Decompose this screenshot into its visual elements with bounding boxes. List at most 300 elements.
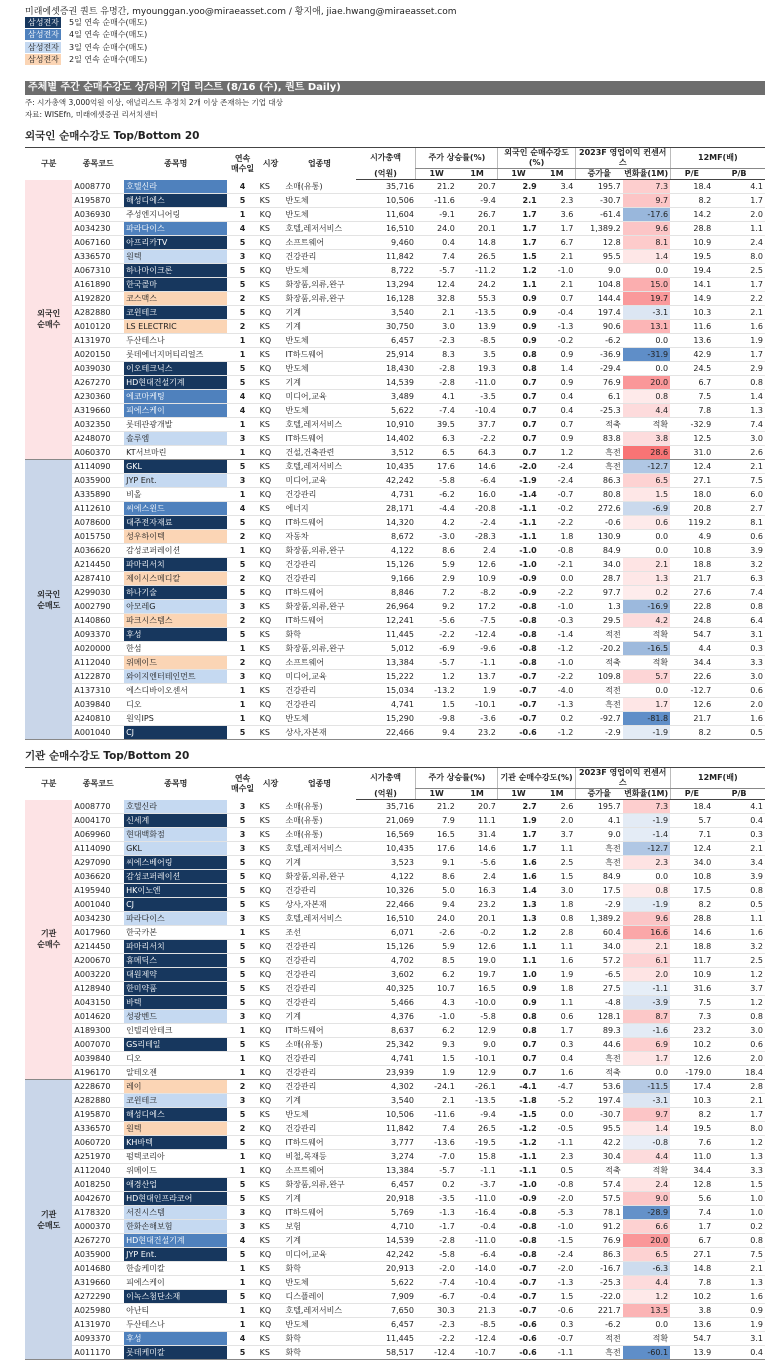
market: KS (258, 1262, 284, 1276)
pe-ratio: 10.2 (670, 1038, 713, 1052)
legend-chip: 삼성전자 (25, 42, 61, 53)
market-cap: 8,637 (356, 1024, 416, 1038)
return-1w: 5.9 (416, 940, 457, 954)
streak-days: 2 (227, 614, 257, 628)
market: KQ (258, 544, 284, 558)
stock-name: 성우하이텍 (124, 530, 227, 544)
streak-days: 5 (227, 516, 257, 530)
table-row (25, 1332, 765, 1346)
return-1m: 23.2 (457, 726, 498, 740)
table-row (25, 348, 765, 362)
table-row (25, 264, 765, 278)
op-growth: 76.9 (575, 1234, 622, 1248)
stock-code: A035900 (72, 474, 124, 488)
table-row (25, 334, 765, 348)
intensity-1m: 2.5 (539, 856, 576, 870)
col-sector: 업종명 (283, 768, 355, 800)
streak-days: 5 (227, 376, 257, 390)
sector: 미디어,교육 (283, 1248, 355, 1262)
stock-name: 호텔신라 (124, 180, 227, 194)
market: KQ (258, 856, 284, 870)
intensity-1m: 3.6 (539, 208, 576, 222)
op-change-1m: -1.9 (623, 814, 670, 828)
market-cap: 28,171 (356, 502, 416, 516)
col-mcap: 시가총액 (356, 148, 416, 169)
sector: 반도체 (283, 1276, 355, 1290)
stock-name: 위메이드 (124, 1164, 227, 1178)
intensity-1w: -1.1 (498, 502, 539, 516)
op-change-1m: 0.0 (623, 1066, 670, 1080)
market: KQ (258, 870, 284, 884)
market-cap: 7,650 (356, 1304, 416, 1318)
col-mcap-unit: (억원) (356, 789, 416, 800)
col-op-change: 변화율(1M) (624, 169, 669, 178)
intensity-1w: 0.9 (498, 334, 539, 348)
market: KS (258, 726, 284, 740)
market: KQ (258, 208, 284, 222)
intensity-1w: 0.9 (498, 292, 539, 306)
streak-days: 1 (227, 544, 257, 558)
stock-code: A114090 (72, 460, 124, 474)
return-1w: 8.5 (416, 954, 457, 968)
pb-ratio: 0.6 (713, 530, 765, 544)
sector: 건강관리 (283, 488, 355, 502)
sector: 디스플레이 (283, 1290, 355, 1304)
sector: IT하드웨어 (283, 432, 355, 446)
stock-code: A336570 (72, 1122, 124, 1136)
streak-days: 5 (227, 814, 257, 828)
table-row (25, 856, 765, 870)
table-row (25, 814, 765, 828)
market: KQ (258, 1024, 284, 1038)
return-1m: -11.0 (457, 376, 498, 390)
pe-ratio: 27.6 (670, 586, 713, 600)
return-1w: 4.3 (416, 996, 457, 1010)
op-change-1m: 2.3 (623, 856, 670, 870)
market-cap: 16,569 (356, 828, 416, 842)
market: KQ (258, 1206, 284, 1220)
intensity-1w: -2.0 (498, 460, 539, 474)
pb-ratio: 0.6 (713, 684, 765, 698)
intensity-1m: -1.4 (539, 628, 576, 642)
op-change-1m: 0.0 (623, 1318, 670, 1332)
return-1m: -10.4 (457, 1276, 498, 1290)
pb-ratio: 0.3 (713, 642, 765, 656)
pe-ratio: 12.5 (670, 432, 713, 446)
streak-days: 3 (227, 842, 257, 856)
table-row (25, 558, 765, 572)
table-row (25, 1192, 765, 1206)
market-cap: 6,457 (356, 1178, 416, 1192)
stock-name: 주성엔지니어링 (124, 208, 227, 222)
return-1w: 24.0 (416, 222, 457, 236)
col-int-1m: 1M (539, 789, 576, 800)
return-1m: 16.0 (457, 488, 498, 502)
col-ret-1w: 1W (416, 169, 457, 180)
pb-ratio: 0.4 (713, 1346, 765, 1360)
col-int-1m: 1M (539, 169, 576, 180)
pb-ratio: 3.1 (713, 628, 765, 642)
op-change-1m: 1.4 (623, 250, 670, 264)
streak-days: 5 (227, 236, 257, 250)
stock-name: 해성디에스 (124, 1108, 227, 1122)
stock-name: 피에스케이 (124, 404, 227, 418)
market-cap: 4,702 (356, 954, 416, 968)
intensity-1m: 0.0 (539, 572, 576, 586)
legend-chip: 삼성전자 (25, 29, 61, 40)
intensity-1m: -2.0 (539, 1262, 576, 1276)
pe-ratio: 10.9 (670, 236, 713, 250)
market: KQ (258, 940, 284, 954)
intensity-1m: 1.8 (539, 530, 576, 544)
market-cap: 4,122 (356, 870, 416, 884)
market: KQ (258, 390, 284, 404)
sector: 반도체 (283, 712, 355, 726)
sector: 반도체 (283, 1318, 355, 1332)
streak-days: 4 (227, 222, 257, 236)
foreign-section-title: 외국인 순매수강도 Top/Bottom 20 (25, 130, 200, 142)
return-1w: -2.8 (416, 362, 457, 376)
return-1w: -2.2 (416, 1332, 457, 1346)
stock-code: A228670 (72, 1080, 124, 1094)
sector: 건강관리 (283, 968, 355, 982)
intensity-1m: 0.6 (539, 1010, 576, 1024)
op-growth: 적전 (575, 684, 622, 698)
market-cap: 4,122 (356, 544, 416, 558)
pb-ratio: 1.7 (713, 278, 765, 292)
intensity-1m: -4.0 (539, 684, 576, 698)
pb-ratio: 0.2 (713, 1220, 765, 1234)
intensity-1m: -2.1 (539, 558, 576, 572)
stock-name: 하나마이크론 (124, 264, 227, 278)
col-int-1w: 1W (498, 169, 539, 180)
market-cap: 8,846 (356, 586, 416, 600)
return-1w: 6.2 (416, 968, 457, 982)
pe-ratio: 4.4 (670, 642, 713, 656)
return-1w: -12.4 (416, 1346, 457, 1360)
return-1m: 20.1 (457, 222, 498, 236)
intensity-1w: -0.7 (498, 712, 539, 726)
return-1w: -2.8 (416, 376, 457, 390)
return-1w: -7.4 (416, 404, 457, 418)
return-1m: 23.2 (457, 898, 498, 912)
stock-name: 후성 (124, 1332, 227, 1346)
return-1w: 30.3 (416, 1304, 457, 1318)
stock-code: A032350 (72, 418, 124, 432)
streak-days: 3 (227, 670, 257, 684)
streak-days: 1 (227, 1150, 257, 1164)
pe-ratio: 10.9 (670, 968, 713, 982)
table-row (25, 278, 765, 292)
market: KQ (258, 264, 284, 278)
stock-code: A018250 (72, 1178, 124, 1192)
intensity-1m: 0.9 (539, 348, 576, 362)
market: KQ (258, 250, 284, 264)
sector: 건강관리 (283, 1080, 355, 1094)
op-growth: -20.2 (575, 642, 622, 656)
pb-ratio: 3.2 (713, 940, 765, 954)
market-cap: 5,622 (356, 1276, 416, 1290)
intensity-1w: 1.4 (498, 884, 539, 898)
stock-name: 한화손해보험 (124, 1220, 227, 1234)
stock-name: 한섬 (124, 642, 227, 656)
market: KQ (258, 586, 284, 600)
return-1m: -9.4 (457, 194, 498, 208)
table-row (25, 1318, 765, 1332)
table-row (25, 572, 765, 586)
streak-days: 3 (227, 828, 257, 842)
stock-code: A093370 (72, 628, 124, 642)
sector: 기계 (283, 1192, 355, 1206)
stock-name: LS ELECTRIC (124, 320, 227, 334)
op-change-1m: 적확 (623, 1164, 670, 1178)
market: KS (258, 1234, 284, 1248)
op-change-1m: 적확 (623, 656, 670, 670)
pe-ratio: 18.8 (670, 558, 713, 572)
return-1m: 2.4 (457, 544, 498, 558)
market-cap: 11,445 (356, 1332, 416, 1346)
col-market: 시장 (258, 148, 284, 180)
return-1m: 12.6 (457, 940, 498, 954)
op-change-1m: 9.7 (623, 1108, 670, 1122)
stock-name: 아프리카TV (124, 236, 227, 250)
streak-days: 1 (227, 1024, 257, 1038)
op-growth: 42.2 (575, 1136, 622, 1150)
market-cap: 58,517 (356, 1346, 416, 1360)
market-cap: 42,242 (356, 474, 416, 488)
stock-code: A240810 (72, 712, 124, 726)
pb-ratio: 1.1 (713, 912, 765, 926)
stock-name: 애경산업 (124, 1178, 227, 1192)
intensity-1m: -1.0 (539, 600, 576, 614)
intensity-1m: -1.1 (539, 1346, 576, 1360)
intensity-1w: 0.8 (498, 348, 539, 362)
stock-name: HK이노엔 (124, 884, 227, 898)
op-growth: 104.8 (575, 278, 622, 292)
intensity-1w: 1.0 (498, 968, 539, 982)
pb-ratio: 2.7 (713, 502, 765, 516)
sector: 소프트웨어 (283, 236, 355, 250)
return-1w: -1.3 (416, 1206, 457, 1220)
return-1w: -13.2 (416, 684, 457, 698)
pe-ratio: 10.8 (670, 544, 713, 558)
op-change-1m: -1.9 (623, 726, 670, 740)
op-change-1m: 0.0 (623, 544, 670, 558)
return-1w: 12.4 (416, 278, 457, 292)
return-1w: 7.4 (416, 1122, 457, 1136)
op-growth: 109.8 (575, 670, 622, 684)
op-growth: 6.1 (575, 390, 622, 404)
market-cap: 11,842 (356, 1122, 416, 1136)
pe-ratio: 12.6 (670, 1052, 713, 1066)
market-cap: 22,466 (356, 726, 416, 740)
intensity-1w: 2.7 (498, 800, 539, 814)
intensity-1m: 0.7 (539, 418, 576, 432)
stock-code: A025980 (72, 1304, 124, 1318)
stock-name: 코윈테크 (124, 1094, 227, 1108)
op-change-1m: 7.3 (623, 180, 670, 194)
streak-days: 5 (227, 884, 257, 898)
market-cap: 6,071 (356, 926, 416, 940)
sector: 호텔,레저서비스 (283, 222, 355, 236)
op-change-1m: -1.1 (623, 982, 670, 996)
intensity-1m: -2.4 (539, 474, 576, 488)
pe-ratio: 11.6 (670, 320, 713, 334)
intensity-1w: -0.6 (498, 1346, 539, 1360)
streak-days: 5 (227, 628, 257, 642)
op-change-1m: 20.0 (623, 376, 670, 390)
streak-days: 3 (227, 1206, 257, 1220)
sector: 기계 (283, 320, 355, 334)
return-1m: -11.2 (457, 264, 498, 278)
stock-name: 파라다이스 (124, 912, 227, 926)
intensity-1m: -4.7 (539, 1080, 576, 1094)
stock-code: A161890 (72, 278, 124, 292)
intensity-1w: -0.8 (498, 600, 539, 614)
op-growth: 흑전 (575, 842, 622, 856)
pe-ratio: 8.2 (670, 1108, 713, 1122)
table-row (25, 1248, 765, 1262)
return-1w: -2.6 (416, 926, 457, 940)
intensity-1w: 0.7 (498, 432, 539, 446)
pe-ratio: 7.5 (670, 390, 713, 404)
market: KS (258, 376, 284, 390)
return-1w: -2.3 (416, 334, 457, 348)
op-growth: 흑전 (575, 1346, 622, 1360)
return-1w: 2.1 (416, 306, 457, 320)
note-source: 자료: WISEfn, 미래에셋증권 리서치센터 (25, 110, 158, 119)
intensity-1w: 0.9 (498, 320, 539, 334)
stock-name: GKL (124, 460, 227, 474)
legend-chip: 삼성전자 (25, 17, 61, 28)
market-cap: 4,302 (356, 1080, 416, 1094)
pe-ratio: 31.0 (670, 446, 713, 460)
intensity-1m: 1.2 (539, 446, 576, 460)
market: KS (258, 1038, 284, 1052)
op-change-1m: 0.0 (623, 334, 670, 348)
intensity-1m: -1.3 (539, 320, 576, 334)
op-change-1m: 0.0 (623, 684, 670, 698)
streak-days: 1 (227, 684, 257, 698)
op-change-1m: 3.8 (623, 432, 670, 446)
op-growth: -25.3 (575, 1276, 622, 1290)
op-change-1m: 1.7 (623, 698, 670, 712)
op-growth: 9.0 (575, 828, 622, 842)
streak-days: 3 (227, 1094, 257, 1108)
market-cap: 3,602 (356, 968, 416, 982)
stock-name: 제이시스메디칼 (124, 572, 227, 586)
sector: 화장품,의류,완구 (283, 870, 355, 884)
table-row (25, 884, 765, 898)
streak-days: 1 (227, 488, 257, 502)
group-label: 기관 순매도 (25, 1080, 72, 1360)
intensity-1w: 0.7 (498, 390, 539, 404)
return-1w: -6.7 (416, 1290, 457, 1304)
return-1w: 8.6 (416, 870, 457, 884)
market: KQ (258, 488, 284, 502)
pe-ratio: 7.3 (670, 1010, 713, 1024)
intensity-1m: 2.1 (539, 250, 576, 264)
col-op-growth: 증가율 (575, 169, 622, 180)
streak-days: 1 (227, 208, 257, 222)
market: KQ (258, 446, 284, 460)
market-cap: 15,034 (356, 684, 416, 698)
stock-name: 휴메딕스 (124, 954, 227, 968)
col-name: 종목명 (124, 148, 227, 180)
stock-code: A272290 (72, 1290, 124, 1304)
market: KQ (258, 306, 284, 320)
op-growth: 57.5 (575, 1192, 622, 1206)
pb-ratio: 1.2 (713, 968, 765, 982)
streak-days: 5 (227, 586, 257, 600)
legend-text: 5일 연속 순매수(매도) (69, 17, 148, 27)
intensity-1w: -1.0 (498, 558, 539, 572)
op-growth: 95.5 (575, 1122, 622, 1136)
streak-days: 5 (227, 968, 257, 982)
pb-ratio: 7.4 (713, 418, 765, 432)
stock-code: A001040 (72, 898, 124, 912)
stock-name: 코스맥스 (124, 292, 227, 306)
stock-code: A036930 (72, 208, 124, 222)
col-code: 종목코드 (72, 768, 124, 800)
col-pe: P/E (670, 789, 713, 800)
return-1w: 32.8 (416, 292, 457, 306)
return-1m: -11.0 (457, 1234, 498, 1248)
pb-ratio: 2.6 (713, 446, 765, 460)
op-growth: 86.3 (575, 474, 622, 488)
stock-code: A230360 (72, 390, 124, 404)
op-growth: 적축 (575, 418, 622, 432)
stock-code: A195940 (72, 884, 124, 898)
stock-name: 한솔케미칼 (124, 1262, 227, 1276)
sector: 반도체 (283, 404, 355, 418)
return-1m: -5.6 (457, 856, 498, 870)
op-growth: 197.4 (575, 306, 622, 320)
sector: 건강관리 (283, 684, 355, 698)
intensity-1m: 1.8 (539, 898, 576, 912)
streak-days: 1 (227, 1318, 257, 1332)
intensity-1w: 0.8 (498, 1024, 539, 1038)
sector: 호텔,레저서비스 (283, 1304, 355, 1318)
stock-code: A282880 (72, 306, 124, 320)
market: KQ (258, 558, 284, 572)
intensity-1w: -1.1 (498, 516, 539, 530)
pb-ratio: 2.5 (713, 264, 765, 278)
stock-name: 알테오젠 (124, 1066, 227, 1080)
op-change-1m: -3.1 (623, 306, 670, 320)
stock-code: A128940 (72, 982, 124, 996)
stock-name: 두산테스나 (124, 1318, 227, 1332)
intensity-1w: 1.1 (498, 278, 539, 292)
return-1w: 7.2 (416, 586, 457, 600)
group-label: 외국인 순매수 (25, 180, 72, 460)
intensity-1w: -0.7 (498, 1262, 539, 1276)
streak-days: 3 (227, 600, 257, 614)
col-code: 종목코드 (72, 148, 124, 180)
return-1w: -24.1 (416, 1080, 457, 1094)
return-1m: 20.7 (457, 800, 498, 814)
market: KQ (258, 1122, 284, 1136)
streak-days: 1 (227, 348, 257, 362)
return-1w: 4.1 (416, 390, 457, 404)
col-streak: 연속 매수일 (227, 768, 257, 800)
streak-days: 2 (227, 292, 257, 306)
return-1m: 14.8 (457, 236, 498, 250)
op-growth: 195.7 (575, 800, 622, 814)
intensity-1w: -1.1 (498, 530, 539, 544)
return-1m: 12.9 (457, 1066, 498, 1080)
market: KQ (258, 884, 284, 898)
